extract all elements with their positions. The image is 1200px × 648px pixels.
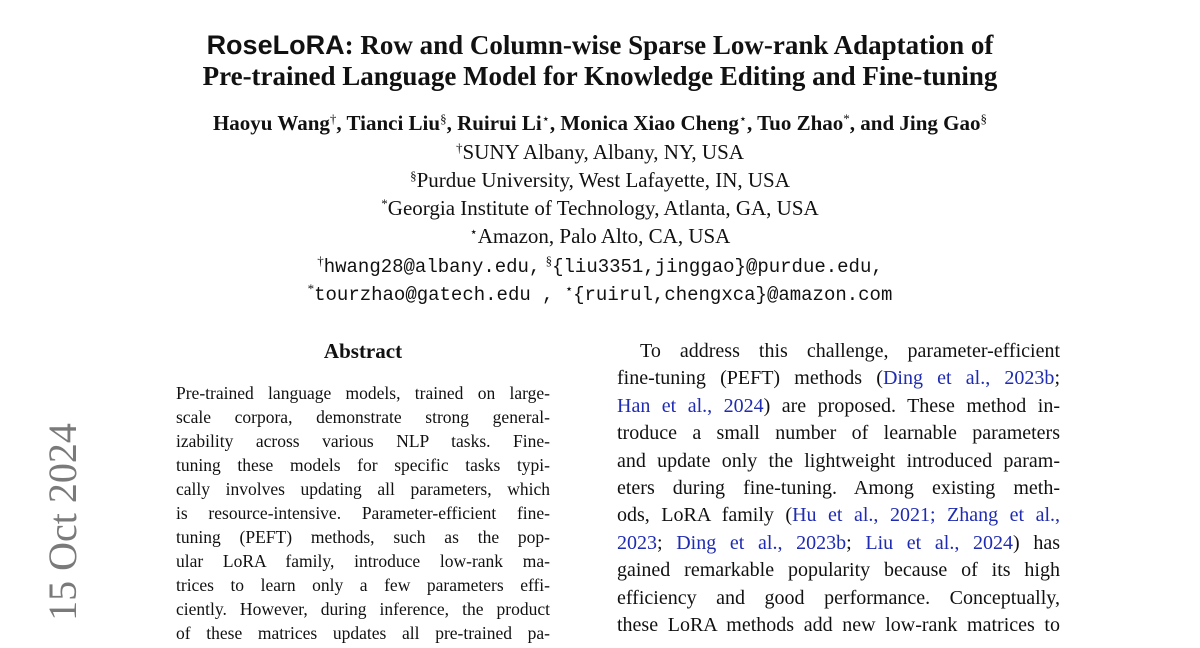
intro-line: ods, LoRA family (Hu et al., 2021; Zhang et al., xyxy=(617,504,1061,527)
citation-link[interactable]: 2023 xyxy=(617,531,657,554)
abstract-line: izability across various NLP tasks. Fine- xyxy=(176,431,550,451)
intro-line: fine-tuning (PEFT) methods (Ding et al., 2023b; xyxy=(617,367,1060,390)
abstract-body xyxy=(176,381,550,645)
abstract-line: tuning (PEFT) methods, such as the pop- xyxy=(176,527,550,547)
email: {liu3351,jinggao}@purdue.edu, xyxy=(552,256,883,278)
citation-link[interactable]: Han et al., 2024 xyxy=(617,394,764,417)
intro-line: 2023; Ding et al., 2023b; Liu et al., 2024) has xyxy=(617,531,1061,554)
introduction-text xyxy=(617,338,1060,639)
intro-line: Han et al., 2024) are proposed. These method in- xyxy=(617,394,1061,417)
email: hwang28@albany.edu, xyxy=(323,256,541,278)
citation-link[interactable]: Hu et al., 2021; Zhang et al., xyxy=(792,504,1061,527)
arxiv-date-stamp: 15 Oct 2024 xyxy=(40,423,85,621)
email: {ruirul,chengxca}@amazon.com xyxy=(573,284,893,306)
author: Ruirui Li xyxy=(457,111,542,135)
abstract-line: ciently. However, during inference, the product xyxy=(176,599,550,619)
author-list: Haoyu Wang†, Tianci Liu§, Ruirui Li⋆, Monica Xiao Cheng⋆, Tuo Zhao*, and Jing Gao§ xyxy=(212,110,988,135)
author: Tuo Zhao xyxy=(757,111,844,135)
email-line-1: †hwang28@albany.edu, §{liu3351,jinggao}@purdue.edu, xyxy=(317,252,883,278)
abstract-line: cally involves updating all parameters, which xyxy=(176,479,550,499)
abstract-line: trices to learn only a few parameters effi- xyxy=(176,575,550,595)
email-line-2: *tourzhao@gatech.edu , ⋆{ruirul,chengxca}@amazon.com xyxy=(307,280,893,306)
citation-link[interactable]: Ding et al., 2023b xyxy=(676,531,847,554)
intro-line: efficiency and good performance. Conceptually, xyxy=(617,586,1060,609)
author: Jing Gao xyxy=(899,111,981,135)
author: Haoyu Wang xyxy=(212,111,330,135)
author: Tianci Liu xyxy=(346,111,441,135)
abstract-line: scale corpora, demonstrate strong general- xyxy=(176,407,550,427)
abstract-line: Pre-trained language models, trained on large- xyxy=(176,383,550,403)
intro-line: troduce a small number of learnable parameters xyxy=(617,422,1060,445)
citation-link[interactable]: Ding et al., 2023b xyxy=(882,367,1055,390)
abstract-line: tuning these models for specific tasks typi- xyxy=(176,455,550,475)
abstract-line: ular LoRA family, introduce low-rank ma- xyxy=(176,551,550,571)
author: Monica Xiao Cheng xyxy=(560,111,739,135)
method-name: RoseLoRA xyxy=(206,30,345,60)
intro-line: eters during fine-tuning. Among existing meth- xyxy=(617,476,1060,499)
affiliation: †SUNY Albany, Albany, NY, USA xyxy=(456,139,744,164)
abstract-heading: Abstract xyxy=(323,339,403,363)
intro-line: To address this challenge, parameter-efficient xyxy=(640,340,1060,362)
citation-link[interactable]: Liu et al., 2024 xyxy=(865,531,1014,554)
intro-line: and update only the lightweight introduced param- xyxy=(617,449,1060,472)
affiliation: *Georgia Institute of Technology, Atlanta, GA, USA xyxy=(381,195,819,220)
title-line-2: Pre-trained Language Model for Knowledge Editing and Fine-tuning xyxy=(202,61,998,91)
title-line-1: RoseLoRA: Row and Column-wise Sparse Low-rank Adaptation of xyxy=(206,30,994,60)
intro-line: gained remarkable popularity because of its high xyxy=(617,559,1060,582)
abstract-line: is resource-intensive. Parameter-efficient fine- xyxy=(176,503,550,523)
paper-title xyxy=(100,30,1100,92)
affiliation: ⋆Amazon, Palo Alto, CA, USA xyxy=(469,223,731,248)
intro-line: these LoRA methods add new low-rank matrices to xyxy=(617,613,1060,636)
affiliation: §Purdue University, West Lafayette, IN, USA xyxy=(410,167,790,192)
email: tourzhao@gatech.edu xyxy=(314,284,531,306)
abstract-line: of these matrices updates all pre-trained pa- xyxy=(176,623,550,643)
